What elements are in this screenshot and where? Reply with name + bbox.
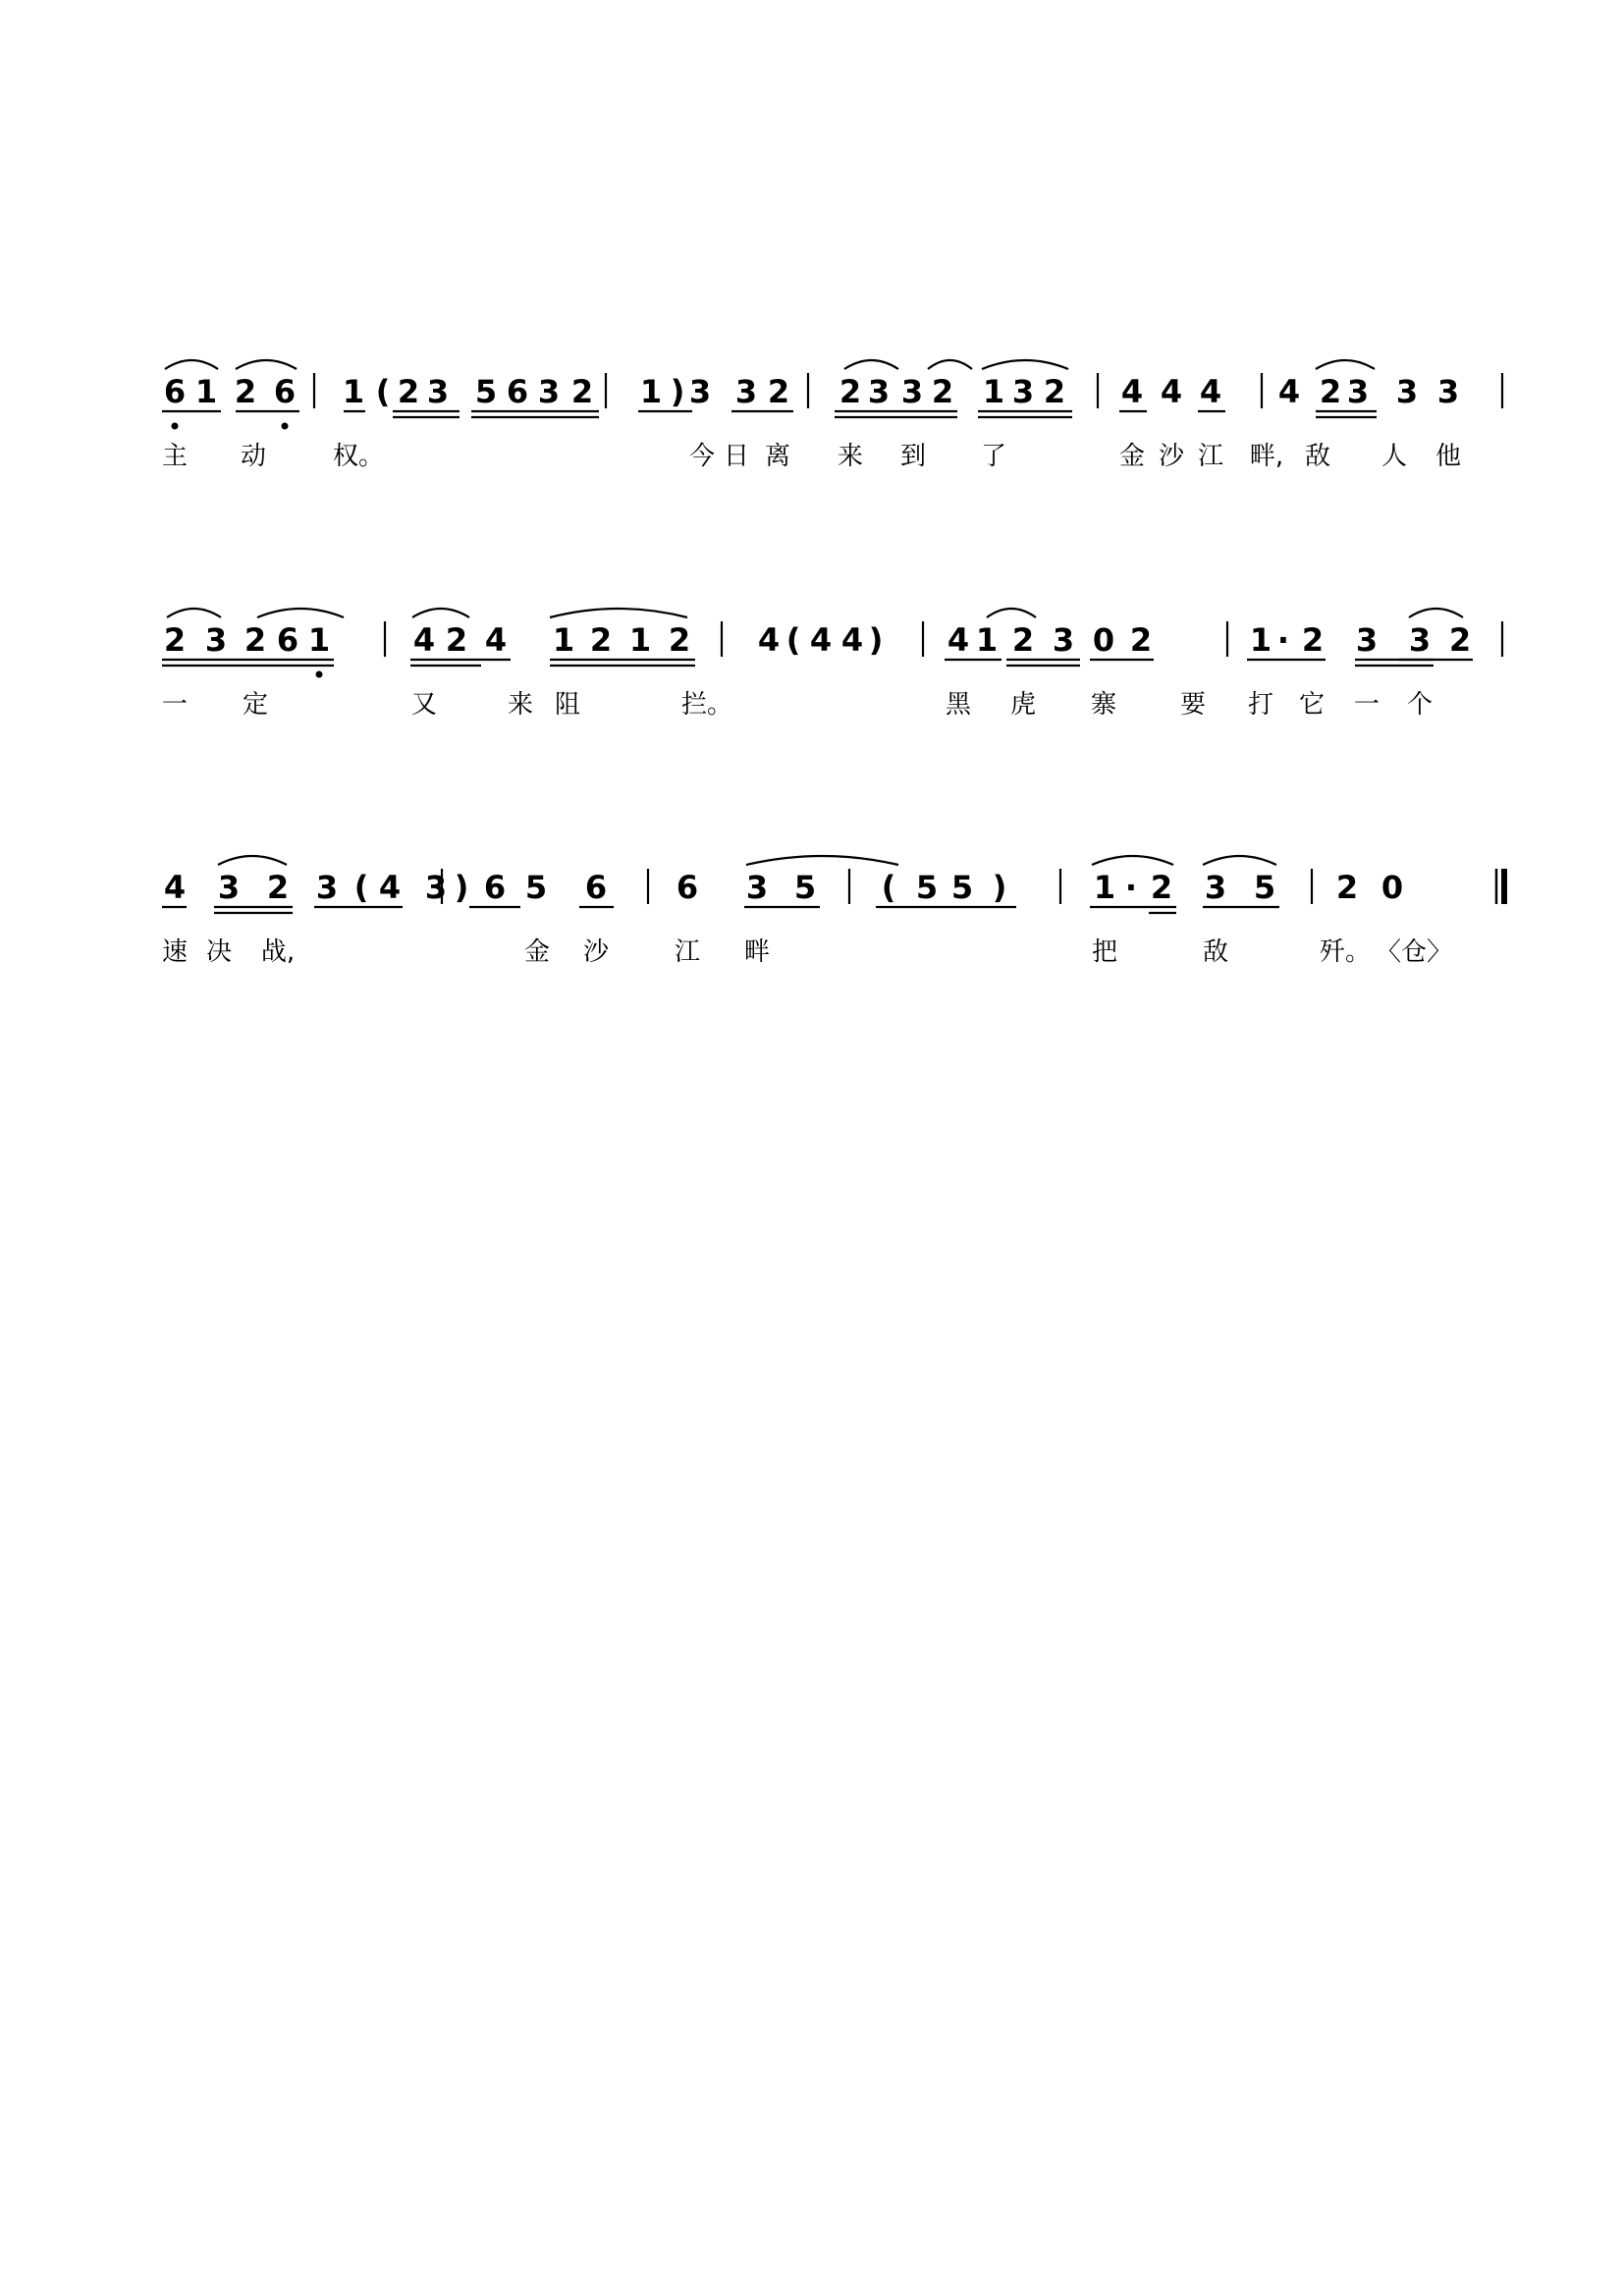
- note-symbol: 4: [840, 621, 864, 659]
- lyric-char: 人: [1380, 442, 1408, 471]
- note-symbol: 6: [676, 869, 699, 906]
- slur-arc: [236, 360, 297, 369]
- lyric-char: 来: [837, 442, 864, 471]
- note-symbol: 3: [1011, 373, 1035, 410]
- note-symbol: (: [375, 373, 391, 410]
- note-symbol: 4: [947, 621, 970, 659]
- note-symbol: 2: [570, 373, 594, 410]
- lyric-char: 定: [242, 690, 269, 720]
- note-symbol: 3: [204, 621, 228, 659]
- note-symbol: 3: [1204, 869, 1227, 906]
- note-symbol: 2: [767, 373, 790, 410]
- note-symbol: 6: [483, 869, 507, 906]
- note-symbol: 2: [266, 869, 290, 906]
- note-symbol: 1: [975, 621, 999, 659]
- note-symbol: 5: [950, 869, 974, 906]
- lyric-char: 〈仓〉: [1375, 937, 1453, 967]
- slur-arc: [928, 360, 972, 369]
- lyric-char: 金: [523, 937, 551, 967]
- note-symbol: 2: [668, 621, 691, 659]
- note-symbol: 3: [900, 373, 924, 410]
- note-symbol: 4: [809, 621, 833, 659]
- note-symbol: 0: [1092, 621, 1115, 659]
- note-symbol: 4: [1120, 373, 1144, 410]
- note-symbol: 2: [1011, 621, 1035, 659]
- note-symbol: 6: [506, 373, 529, 410]
- note-symbol: 5: [524, 869, 548, 906]
- slur-arc: [844, 360, 898, 369]
- lyric-char: 决: [205, 937, 233, 967]
- note-symbol: (: [353, 869, 369, 906]
- slur-arc: [550, 609, 687, 617]
- note-symbol: 5: [1253, 869, 1276, 906]
- note-symbol: 2: [931, 373, 954, 410]
- slur-arc: [746, 856, 898, 865]
- slur-arc: [257, 609, 344, 617]
- note-symbol: 3: [1346, 373, 1370, 410]
- slur-arc: [167, 609, 221, 617]
- lyric-char: 歼。: [1319, 937, 1372, 967]
- note-symbol: 3: [867, 373, 891, 410]
- note-symbol: ): [454, 869, 469, 906]
- lyric-char: 离: [764, 442, 791, 471]
- note-symbol: 3: [217, 869, 241, 906]
- note-symbol: ·: [1124, 869, 1138, 906]
- low-octave-dot: [316, 671, 323, 678]
- note-symbol: 5: [474, 373, 498, 410]
- note-symbol: 2: [234, 373, 257, 410]
- lyric-char: 虎: [1009, 690, 1037, 720]
- note-symbol: 3: [734, 373, 758, 410]
- note-symbol: 3: [537, 373, 561, 410]
- lyric-char: 它: [1298, 690, 1326, 720]
- note-symbol: 3: [315, 869, 339, 906]
- note-symbol: 1: [1093, 869, 1116, 906]
- final-barline-thick: [1501, 869, 1507, 904]
- note-symbol: 3: [745, 869, 769, 906]
- note-symbol: 2: [589, 621, 613, 659]
- note-symbol: ): [868, 621, 884, 659]
- note-symbol: ·: [1276, 621, 1290, 659]
- lyric-char: 主: [161, 442, 189, 471]
- note-symbol: 2: [1448, 621, 1472, 659]
- note-symbol: 4: [1160, 373, 1183, 410]
- note-symbol: 3: [1395, 373, 1419, 410]
- note-symbol: 1: [639, 373, 663, 410]
- slur-arc: [987, 609, 1036, 617]
- lyric-char: 寨: [1090, 690, 1117, 720]
- note-symbol: 2: [163, 621, 187, 659]
- lyric-char: 到: [899, 442, 927, 471]
- note-symbol: 2: [1129, 621, 1153, 659]
- note-symbol: 2: [839, 373, 862, 410]
- lyric-char: 江: [674, 937, 701, 967]
- lyric-char: 打: [1247, 690, 1274, 720]
- note-symbol: 1: [307, 621, 331, 659]
- lyric-char: 今: [688, 442, 716, 471]
- note-symbol: 4: [484, 621, 508, 659]
- note-symbol: 1: [1249, 621, 1272, 659]
- note-symbol: 3: [424, 869, 448, 906]
- note-symbol: 4: [1277, 373, 1301, 410]
- lyric-char: 要: [1179, 690, 1207, 720]
- slur-arc: [982, 360, 1068, 369]
- lyric-char: 沙: [582, 937, 610, 967]
- lyric-char: 敌: [1202, 937, 1229, 967]
- note-symbol: 3: [426, 373, 450, 410]
- lyric-char: 日: [723, 442, 750, 471]
- lyric-char: 金: [1118, 442, 1146, 471]
- low-octave-dot: [282, 423, 289, 430]
- note-symbol: 2: [244, 621, 267, 659]
- lyric-char: 来: [507, 690, 534, 720]
- note-symbol: 2: [1335, 869, 1359, 906]
- note-symbol: 5: [915, 869, 939, 906]
- lyric-char: 他: [1435, 442, 1462, 471]
- note-symbol: ): [992, 869, 1007, 906]
- note-symbol: 2: [1319, 373, 1342, 410]
- slur-arc: [412, 609, 469, 617]
- slur-arc: [218, 856, 287, 865]
- lyric-char: 权。: [332, 442, 385, 471]
- lyric-char: 畔: [743, 937, 771, 967]
- note-symbol: 4: [163, 869, 187, 906]
- note-symbol: 2: [445, 621, 468, 659]
- note-symbol: 2: [1301, 621, 1325, 659]
- note-symbol: 2: [397, 373, 420, 410]
- note-symbol: 3: [688, 373, 712, 410]
- lyric-char: 拦。: [680, 690, 733, 720]
- note-symbol: 6: [276, 621, 299, 659]
- note-symbol: (: [881, 869, 896, 906]
- note-symbol: 3: [1052, 621, 1075, 659]
- lyric-char: 又: [410, 690, 438, 720]
- note-symbol: 4: [378, 869, 402, 906]
- note-symbol: 3: [1355, 621, 1379, 659]
- lyric-char: 战,: [260, 937, 296, 967]
- note-symbol: (: [785, 621, 801, 659]
- lyric-char: 畔,: [1249, 442, 1284, 471]
- note-symbol: 6: [163, 373, 187, 410]
- lyric-char: 一: [1353, 690, 1380, 720]
- lyric-char: 了: [980, 442, 1007, 471]
- note-symbol: ): [670, 373, 685, 410]
- note-symbol: 4: [412, 621, 436, 659]
- low-octave-dot: [172, 423, 179, 430]
- lyric-char: 个: [1406, 690, 1434, 720]
- note-symbol: 6: [584, 869, 608, 906]
- note-symbol: 0: [1380, 869, 1404, 906]
- lyric-char: 动: [240, 442, 267, 471]
- note-symbol: 2: [1043, 373, 1066, 410]
- slur-arc: [1316, 360, 1375, 369]
- note-symbol: 1: [628, 621, 652, 659]
- note-symbol: 3: [1436, 373, 1460, 410]
- lyric-char: 把: [1091, 937, 1118, 967]
- lyric-char: 沙: [1158, 442, 1185, 471]
- note-symbol: 1: [194, 373, 218, 410]
- note-symbol: 3: [1408, 621, 1432, 659]
- note-symbol: 5: [793, 869, 817, 906]
- note-symbol: 1: [342, 373, 365, 410]
- lyric-char: 江: [1197, 442, 1224, 471]
- note-symbol: 4: [757, 621, 781, 659]
- lyric-char: 阻: [554, 690, 581, 720]
- lyric-char: 黑: [945, 690, 972, 720]
- lyric-char: 一: [161, 690, 189, 720]
- slur-arc: [1409, 609, 1463, 617]
- note-symbol: 1: [982, 373, 1005, 410]
- slur-arc: [1092, 856, 1173, 865]
- note-symbol: 1: [552, 621, 575, 659]
- lyric-char: 敌: [1304, 442, 1331, 471]
- slur-arc: [1203, 856, 1276, 865]
- note-symbol: 2: [1150, 869, 1173, 906]
- lyric-char: 速: [161, 937, 189, 967]
- note-symbol: 4: [1199, 373, 1222, 410]
- note-symbol: 6: [273, 373, 297, 410]
- slur-arc: [165, 360, 218, 369]
